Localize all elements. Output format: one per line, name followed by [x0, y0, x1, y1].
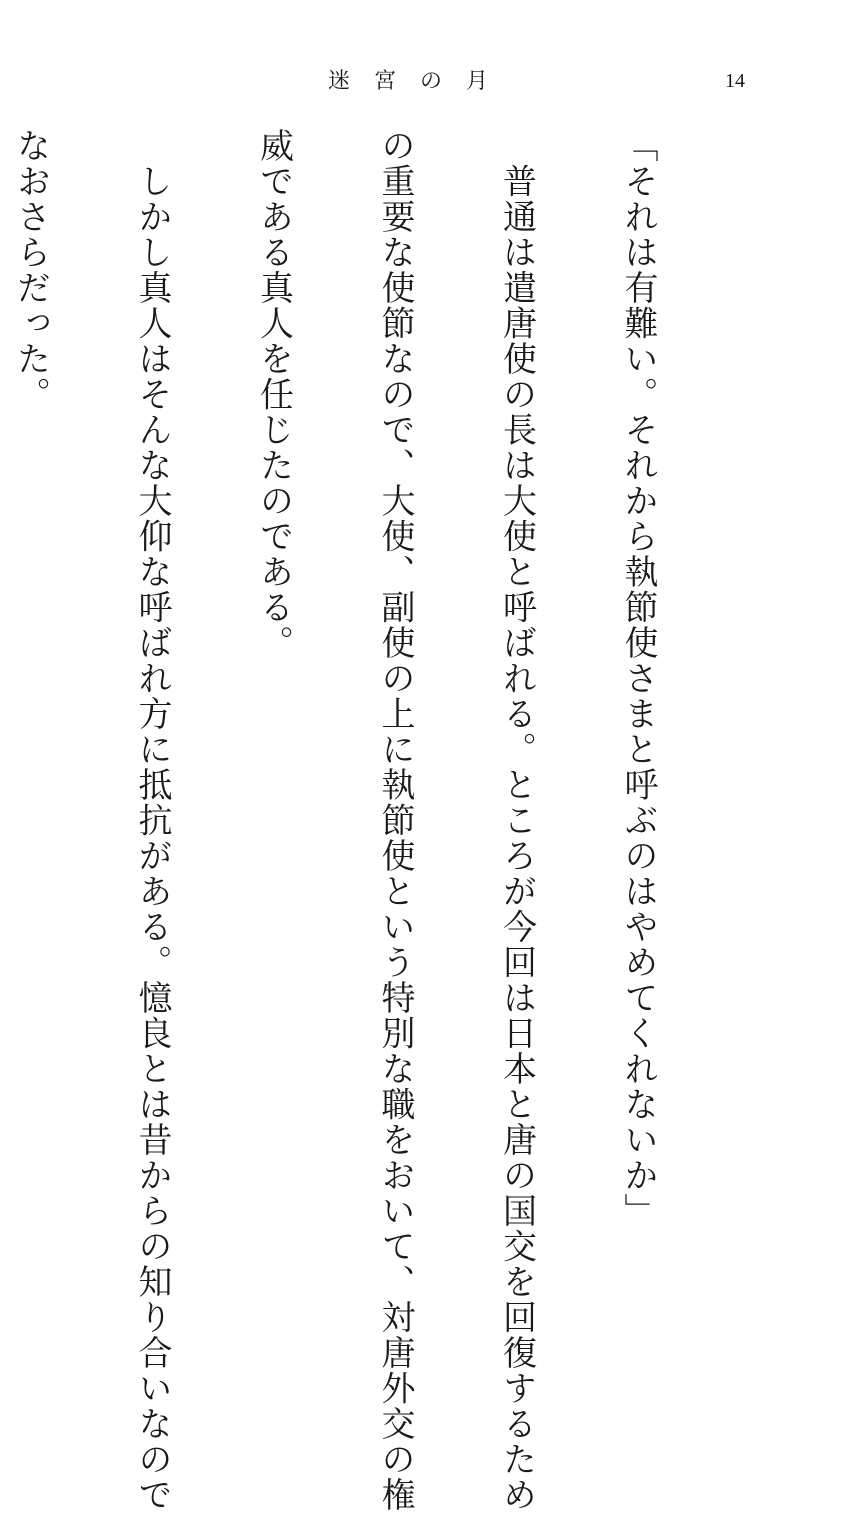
running-header-title: 迷宮の月: [327, 69, 512, 94]
text-line: の重要な使節なので、大使、副使の上に執節使という特別な職をおいて、対唐外交の権: [375, 128, 415, 1513]
text-line: 普通は遣唐使の長は大使と呼ばれる。ところが今回は日本と唐の国交を回復するため: [496, 128, 537, 1513]
text-line: 「それは有難い。それから執節使さまと呼ぶのはやめてくれないか」: [618, 128, 658, 1229]
text-line: 威である真人を任じたのである。: [253, 128, 294, 661]
text-line: しかし真人はそんな大仰な呼ばれ方に抵抗がある。憶良とは昔からの知り合いなので: [132, 128, 172, 1513]
text-line: なおさらだった。: [10, 128, 51, 412]
vertical-body-text: [0, 128, 739, 1513]
page-number: 14: [725, 70, 745, 92]
